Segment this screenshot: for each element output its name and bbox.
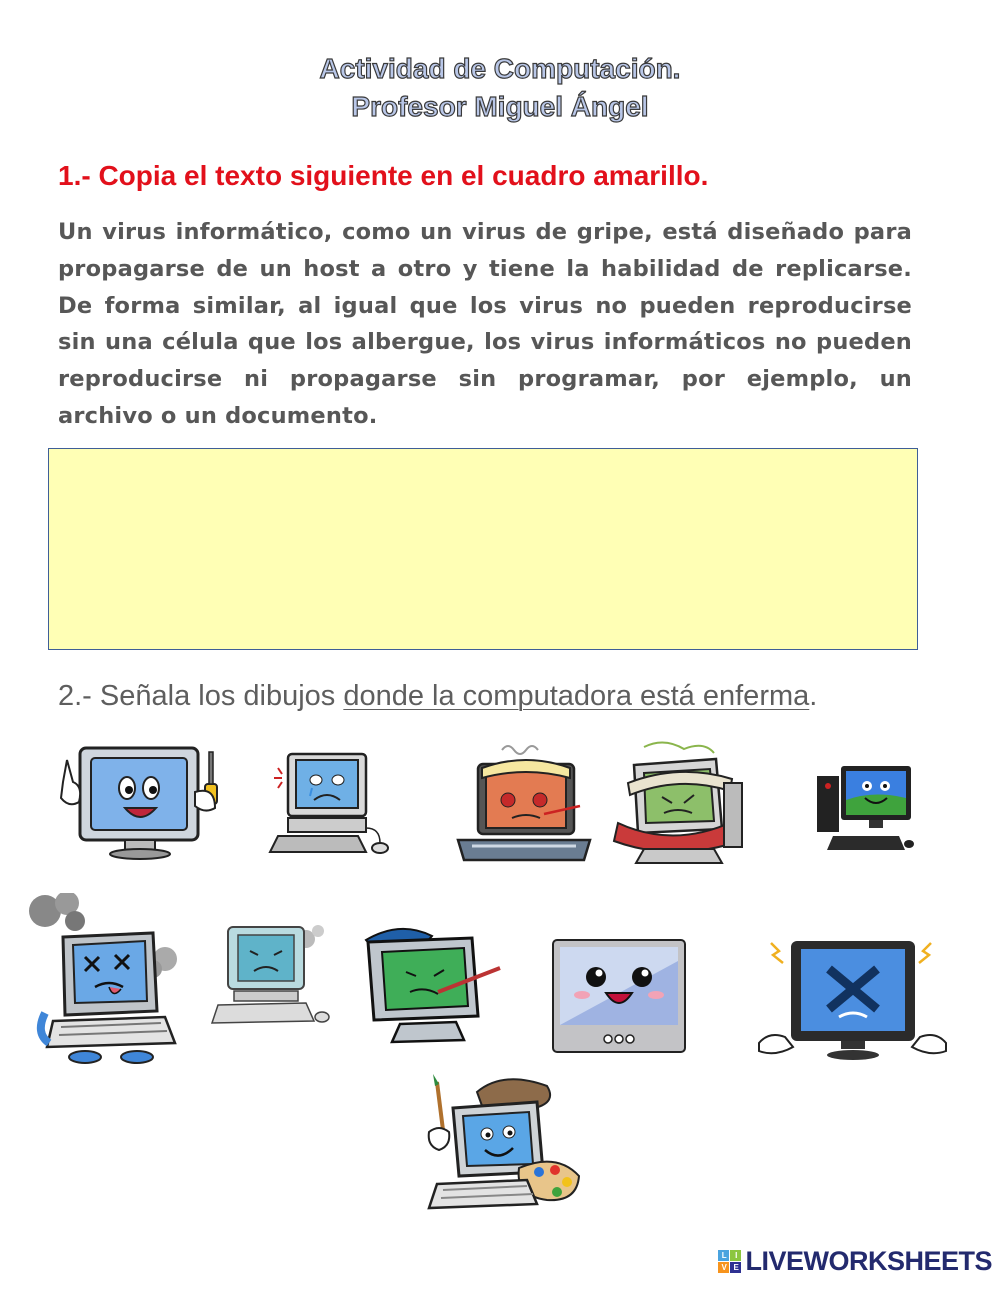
title-line-2: Profesor Miguel Ángel: [351, 91, 649, 122]
question-1-label: 1.- Copia el texto siguiente en el cuadro amarillo.: [58, 160, 709, 191]
brand-text: LIVEWORKSHEETS: [745, 1246, 992, 1276]
cute-happy-monitor-icon[interactable]: [550, 937, 688, 1055]
sick-computer-bandage-icon[interactable]: [604, 737, 754, 870]
question-2-label: [58, 680, 817, 713]
title-line-1: Actividad de Computación.: [319, 53, 681, 84]
painter-computer-icon[interactable]: [407, 1072, 582, 1217]
question-2-suffix: .: [809, 680, 818, 712]
sick-old-computer-icon[interactable]: [210, 915, 335, 1030]
broken-computer-smoke-icon[interactable]: [25, 893, 190, 1065]
worksheet-title: [0, 50, 1000, 126]
question-1-paragraph: Un virus informático, como un virus de gripe, está diseñado para propagarse de un host a otro y tiene la habilidad de replicarse. De forma similar, al igual que los virus no pueden reproducirse sin una célula que los albergue, los virus informáticos no pueden reproducirse ni propagarse sin programar, por ejemplo, un archivo o un documento.: [58, 219, 912, 429]
crashed-monitor-icon[interactable]: [755, 933, 950, 1063]
sad-desktop-computer-icon[interactable]: [268, 748, 398, 863]
liveworksheets-logo-icon: L I V E: [718, 1250, 741, 1273]
liveworksheets-brand: [718, 1246, 992, 1277]
smiling-desktop-computer-icon[interactable]: [813, 762, 915, 857]
question-2-prefix: 2.- Señala los dibujos: [58, 680, 344, 712]
computer-thermometer-icepack-icon[interactable]: [360, 920, 505, 1045]
feverish-laptop-icon[interactable]: [452, 742, 597, 867]
answer-text-box[interactable]: [48, 448, 918, 650]
question-2-underlined: donde la computadora está enferma: [343, 680, 810, 712]
happy-monitor-screwdriver-icon[interactable]: [55, 742, 225, 862]
